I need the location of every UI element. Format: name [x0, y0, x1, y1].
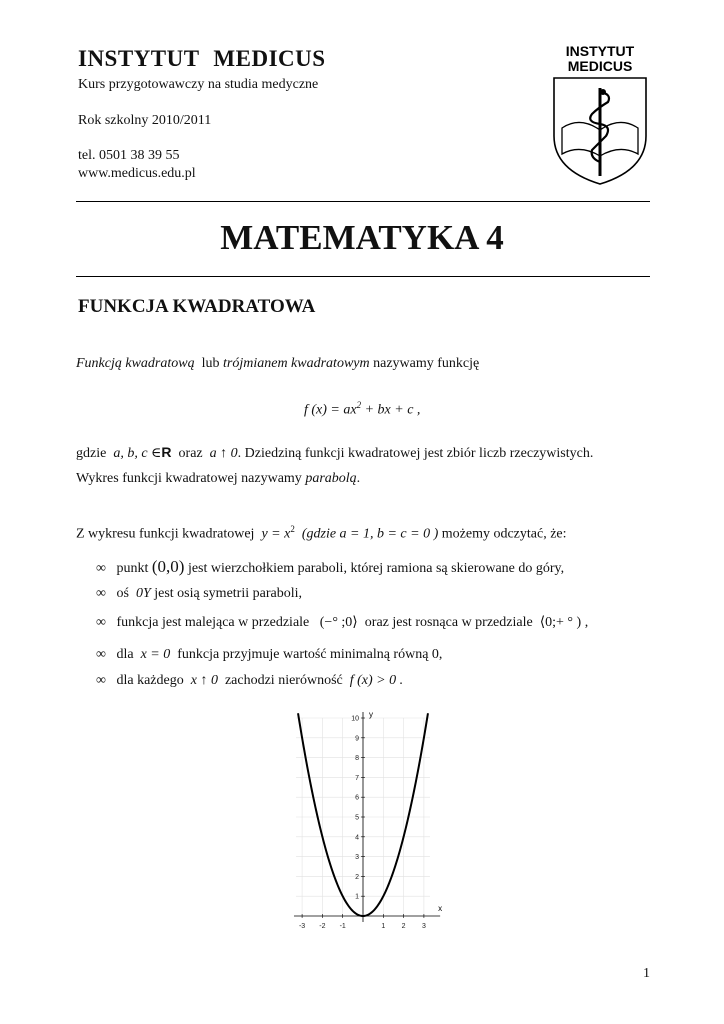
- intro-or: lub: [201, 356, 220, 371]
- where-rest: . Dziedziną funkcji kwadratowej jest zbiór liczb rzeczywistych.: [237, 446, 594, 461]
- bullet-math: f (x) > 0 .: [349, 673, 404, 688]
- logo-text-1: INSTYTUT: [565, 43, 635, 59]
- x-tick-label: 3: [421, 923, 426, 930]
- bullet-math: x = 0: [140, 647, 171, 662]
- bullet-text: oś: [116, 586, 129, 601]
- institute-name: INSTYTUT MEDICUS: [78, 46, 326, 71]
- example-rest: możemy odczytać, że:: [441, 526, 567, 542]
- bullet-infinity-icon: ∞: [96, 615, 106, 630]
- list-item: [96, 647, 442, 663]
- bullet-infinity-icon: ∞: [96, 586, 106, 601]
- formula-rhs: + bx + c ,: [364, 402, 421, 418]
- y-axis-label: y: [369, 710, 373, 719]
- where-vars: a, b, c: [113, 446, 148, 461]
- parabola-chart: [288, 706, 448, 938]
- graph-text: Wykres funkcji kwadratowej nazywamy: [76, 471, 302, 486]
- institute-subtitle: Kurs przygotowawczy na studia medyczne: [78, 77, 319, 92]
- bullet-infinity-icon: ∞: [96, 673, 106, 688]
- example-params: (gdzie a = 1, b = c = 0 ): [301, 526, 439, 542]
- graph-term: parabolą: [305, 471, 357, 486]
- bullet-text: jest wierzchołkiem paraboli, której ramiona są skierowane do góry,: [187, 561, 565, 576]
- bullet-text: dla: [116, 647, 134, 662]
- bullet-math: x ↑ 0: [190, 673, 218, 688]
- page-number: 1: [643, 966, 650, 981]
- x-axis-label: x: [438, 904, 443, 913]
- logo-emblem-icon: [548, 40, 652, 186]
- formula-exponent: 2: [356, 400, 362, 410]
- bullet-math: ⟨0;+ ° ) ,: [539, 615, 589, 630]
- x-tick-label: -2: [319, 923, 326, 930]
- y-tick-label: 9: [355, 735, 359, 743]
- y-tick-label: 4: [355, 834, 359, 842]
- bullet-text: zachodzi nierówność: [224, 673, 343, 688]
- bullet-text: punkt: [116, 561, 149, 576]
- where-sentence: [76, 444, 593, 462]
- y-tick-label: 6: [355, 794, 359, 802]
- intro-term-2: trójmianem kwadratowym: [223, 356, 370, 371]
- bullet-math: (0,0): [151, 557, 185, 576]
- intro-rest: nazywamy funkcję: [373, 356, 480, 371]
- list-item: [96, 673, 403, 689]
- y-tick-label: 5: [355, 814, 359, 822]
- y-tick-label: 1: [355, 893, 359, 901]
- page-title: MATEMATYKA 4: [220, 218, 504, 257]
- bullet-text: funkcja przyjmuje wartość minimalną równą 0,: [177, 647, 443, 662]
- x-tick-label: 2: [401, 923, 406, 930]
- example-prefix: Z wykresu funkcji kwadratowej: [76, 526, 255, 542]
- x-tick-label: 1: [381, 923, 386, 930]
- where-cond: a ↑ 0: [209, 446, 238, 461]
- list-item: [96, 614, 588, 631]
- y-tick-label: 2: [355, 873, 359, 881]
- intro-sentence: [76, 356, 479, 372]
- example-fn: y = x: [261, 526, 291, 542]
- intro-term-1: Funkcją kwadratową: [76, 356, 195, 371]
- website-link[interactable]: www.medicus.edu.pl: [78, 166, 196, 181]
- where-in: ∈: [151, 446, 162, 461]
- phone: tel. 0501 38 39 55: [78, 148, 180, 163]
- section-title: FUNKCJA KWADRATOWA: [78, 296, 316, 317]
- x-tick-label: -1: [339, 923, 346, 930]
- bullet-math: 0Y: [135, 586, 151, 601]
- school-year: Rok szkolny 2010/2011: [78, 113, 212, 128]
- logo-text-2: MEDICUS: [567, 58, 633, 74]
- graph-end: .: [356, 471, 361, 486]
- bullet-math: (−° ;0⟩: [319, 615, 358, 630]
- list-item: [96, 586, 302, 602]
- title-divider: [76, 276, 650, 277]
- header-divider: [76, 201, 650, 202]
- bullet-infinity-icon: ∞: [96, 647, 106, 662]
- where-prefix: gdzie: [76, 446, 107, 461]
- example-exp: 2: [290, 524, 295, 534]
- bullet-text: jest osią symetrii paraboli,: [154, 586, 302, 601]
- graph-sentence: [76, 471, 360, 487]
- formula-lhs: f (x) = ax: [304, 402, 357, 418]
- list-item: [96, 557, 564, 577]
- x-tick-label: -3: [298, 923, 306, 930]
- bullet-infinity-icon: ∞: [96, 561, 106, 576]
- y-tick-label: 8: [355, 755, 359, 763]
- example-sentence: [76, 524, 567, 543]
- medicus-logo: [548, 40, 652, 186]
- where-set: R: [161, 444, 172, 460]
- y-tick-label: 7: [355, 774, 359, 782]
- bullet-text: funkcja jest malejąca w przedziale: [116, 615, 310, 630]
- where-and: oraz: [178, 446, 203, 461]
- y-tick-label: 3: [355, 854, 359, 862]
- bullet-text: dla każdego: [116, 673, 184, 688]
- y-tick-label: 10: [351, 715, 359, 723]
- quadratic-formula: [304, 400, 420, 419]
- bullet-text: oraz jest rosnąca w przedziale: [364, 615, 533, 630]
